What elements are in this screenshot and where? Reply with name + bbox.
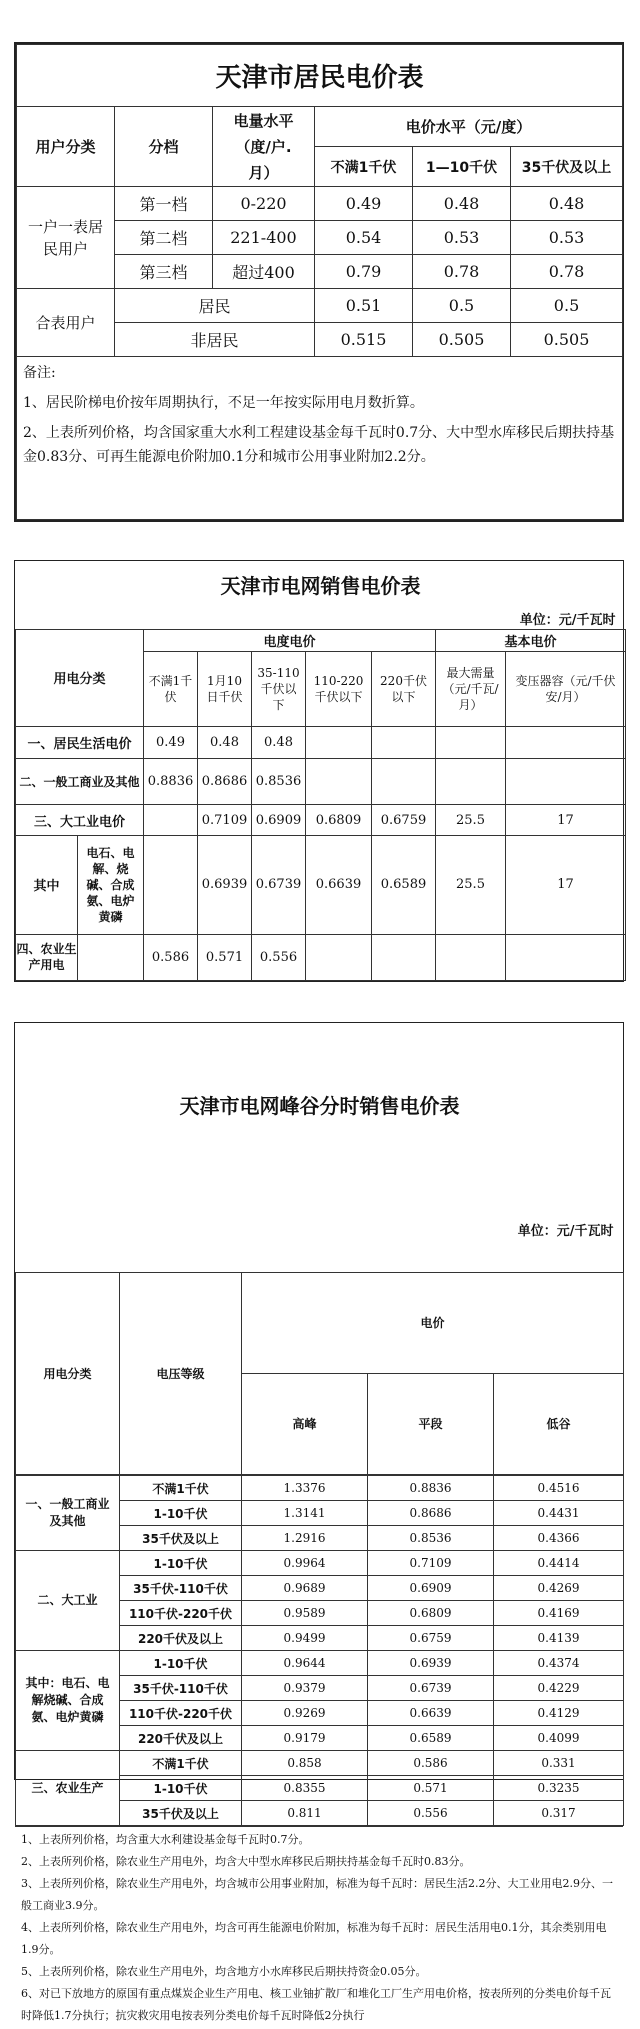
- price-cell: [372, 759, 436, 805]
- col-header: 不满1千伏: [144, 652, 198, 727]
- notes-title: 备注:: [23, 361, 616, 385]
- category-label: 居民: [115, 289, 315, 323]
- header-energy-price: 电度电价: [144, 630, 436, 652]
- row-label: 一、居民生活电价: [16, 726, 144, 758]
- price-cell: 0.51: [315, 289, 413, 323]
- price-cell: 0.556: [252, 934, 306, 980]
- voltage-cell: 1-10千伏: [120, 1651, 242, 1676]
- group-shared-meter: 合表用户: [17, 289, 115, 357]
- price-cell: [144, 835, 198, 934]
- peak-cell: 0.9269: [242, 1701, 368, 1726]
- header-volume: 电量水平（度/户.月）: [213, 107, 315, 187]
- peak-cell: 0.9964: [242, 1551, 368, 1576]
- header-category: 用电分类: [16, 630, 144, 727]
- note-1: 1、上表所列价格，均含重大水利建设基金每千瓦时0.7分。: [21, 1829, 617, 1851]
- tier-label: 第三档: [115, 255, 213, 289]
- voltage-cell: 35千伏及以上: [120, 1526, 242, 1551]
- table-row: [16, 1651, 624, 1676]
- flat-cell: 0.7109: [368, 1551, 494, 1576]
- note-2: 2、上表所列价格，除农业生产用电外，均含大中型水库移民后期扶持基金每千瓦时0.83分。: [21, 1851, 617, 1873]
- flat-cell: 0.8536: [368, 1526, 494, 1551]
- valley-cell: 0.317: [494, 1801, 624, 1826]
- price-cell: 0.8536: [252, 759, 306, 805]
- price-cell: [372, 934, 436, 980]
- col-header: 35-110千伏以下: [252, 652, 306, 727]
- price-cell: 0.6809: [306, 805, 372, 835]
- row-label: 三、大工业电价: [16, 805, 144, 835]
- price-cell: 0.48: [511, 187, 623, 221]
- voltage-cell: 110千伏-220千伏: [120, 1601, 242, 1626]
- valley-cell: 0.4374: [494, 1651, 624, 1676]
- sub-item-label: 电石、电解、烧碱、合成氨、电炉黄磷: [78, 835, 144, 934]
- peak-cell: 0.9589: [242, 1601, 368, 1626]
- header-col-3: 35千伏及以上: [511, 147, 623, 187]
- voltage-cell: 1-10千伏: [120, 1501, 242, 1526]
- peak-cell: 1.3376: [242, 1476, 368, 1501]
- flat-cell: 0.556: [368, 1801, 494, 1826]
- header-valley: 低谷: [494, 1373, 624, 1474]
- row-label: 二、一般工商业及其他: [16, 759, 144, 805]
- notes-block: [15, 1827, 623, 2029]
- price-cell: 0.505: [511, 323, 623, 357]
- note-2: 2、上表所列价格，均含国家重大水利工程建设基金每千瓦时0.7分、大中型水库移民后期扶持基金0.83分、可再生能源电价附加0.1分和城市公用事业附加2.2分。: [23, 421, 616, 469]
- valley-cell: 0.4169: [494, 1601, 624, 1626]
- header-category: 用电分类: [16, 1272, 120, 1474]
- price-cell: 0.6639: [306, 835, 372, 934]
- price-cell: 0.53: [413, 221, 511, 255]
- price-cell: 0.6589: [372, 835, 436, 934]
- table-title: 天津市居民电价表: [17, 45, 623, 107]
- valley-cell: 0.4414: [494, 1551, 624, 1576]
- peak-cell: 0.811: [242, 1801, 368, 1826]
- valley-cell: 0.4366: [494, 1526, 624, 1551]
- note-3: 3、上表所列价格，除农业生产用电外，均含城市公用事业附加，标准为每千瓦时：居民生活2.2分、大工业用电2.9分、一般工商业3.9分。: [21, 1873, 617, 1917]
- price-cell: [436, 759, 506, 805]
- group-single-meter: 一户一表居民用户: [17, 187, 115, 289]
- flat-cell: 0.571: [368, 1776, 494, 1801]
- price-cell: 0.48: [413, 187, 511, 221]
- group-label: 一、一般工商业及其他: [16, 1476, 120, 1551]
- flat-cell: 0.6759: [368, 1626, 494, 1651]
- price-cell: 17: [506, 805, 626, 835]
- header-voltage: 电压等级: [120, 1272, 242, 1474]
- flat-cell: 0.6589: [368, 1726, 494, 1751]
- voltage-cell: 35千伏-110千伏: [120, 1676, 242, 1701]
- flat-cell: 0.8836: [368, 1476, 494, 1501]
- volume-cell: 超过400: [213, 255, 315, 289]
- peak-cell: 0.9499: [242, 1626, 368, 1651]
- unit-label: 单位：元/千瓦时: [16, 1186, 624, 1272]
- price-cell: 25.5: [436, 835, 506, 934]
- price-cell: 0.505: [413, 323, 511, 357]
- price-cell: 0.571: [198, 934, 252, 980]
- price-cell: [372, 726, 436, 758]
- peak-cell: 1.3141: [242, 1501, 368, 1526]
- flat-cell: 0.6809: [368, 1601, 494, 1626]
- valley-cell: 0.4269: [494, 1576, 624, 1601]
- flat-cell: 0.586: [368, 1751, 494, 1776]
- peak-cell: 0.9644: [242, 1651, 368, 1676]
- voltage-cell: 110千伏-220千伏: [120, 1701, 242, 1726]
- price-cell: 0.7109: [198, 805, 252, 835]
- voltage-cell: 1-10千伏: [120, 1551, 242, 1576]
- grid-price-table: [14, 560, 624, 982]
- group-label: 二、大工业: [16, 1551, 120, 1651]
- table-row: [16, 1551, 624, 1576]
- price-cell: [144, 805, 198, 835]
- price-cell: 0.49: [315, 187, 413, 221]
- peak-cell: 0.8355: [242, 1776, 368, 1801]
- valley-cell: 0.4129: [494, 1701, 624, 1726]
- flat-cell: 0.6639: [368, 1701, 494, 1726]
- group-label: 其中：电石、电解烧碱、合成氨、电炉黄磷: [16, 1651, 120, 1751]
- price-cell: [506, 726, 626, 758]
- price-cell: 17: [506, 835, 626, 934]
- price-cell: 0.48: [252, 726, 306, 758]
- note-6: 6、对已下放地方的原国有重点煤炭企业生产用电、核工业铀扩散厂和堆化工厂生产用电价格，按表所列的分类电价每千瓦时降低1.7分执行；抗灾救灾用电按表列分类电价每千瓦时降低2分执行: [21, 1983, 617, 2027]
- volume-cell: 0-220: [213, 187, 315, 221]
- price-cell: [306, 759, 372, 805]
- header-price: 电价: [242, 1272, 624, 1373]
- col-header: 110-220千伏以下: [306, 652, 372, 727]
- header-flat: 平段: [368, 1373, 494, 1474]
- voltage-cell: 35千伏及以上: [120, 1801, 242, 1826]
- flat-cell: 0.8686: [368, 1501, 494, 1526]
- flat-cell: 0.6939: [368, 1651, 494, 1676]
- price-cell: [306, 934, 372, 980]
- price-cell: 0.6939: [198, 835, 252, 934]
- price-cell: 0.78: [511, 255, 623, 289]
- table-row: [16, 1476, 624, 1501]
- header-user: 用户分类: [17, 107, 115, 187]
- peak-cell: 0.9379: [242, 1676, 368, 1701]
- valley-cell: 0.4139: [494, 1626, 624, 1651]
- col-header: 220千伏以下: [372, 652, 436, 727]
- voltage-cell: 220千伏及以上: [120, 1626, 242, 1651]
- price-cell: 0.8686: [198, 759, 252, 805]
- price-cell: 0.515: [315, 323, 413, 357]
- unit-label: 单位：元/千瓦时: [16, 607, 626, 629]
- note-1: 1、居民阶梯电价按年周期执行，不足一年按实际用电月数折算。: [23, 391, 616, 415]
- price-cell: 0.49: [144, 726, 198, 758]
- note-4: 4、上表所列价格，除农业生产用电外，均含可再生能源电价附加，标准为每千瓦时：居民生活用电0.1分，其余类别用电1.9分。: [21, 1917, 617, 1961]
- price-cell: 0.6759: [372, 805, 436, 835]
- col-header: 最大需量（元/千瓦/月）: [436, 652, 506, 727]
- price-cell: 0.586: [144, 934, 198, 980]
- valley-cell: 0.4516: [494, 1476, 624, 1501]
- flat-cell: 0.6739: [368, 1676, 494, 1701]
- price-cell: [436, 934, 506, 980]
- peak-cell: 1.2916: [242, 1526, 368, 1551]
- col-header: 变压器容（元/千伏安/月）: [506, 652, 626, 727]
- price-cell: 0.54: [315, 221, 413, 255]
- category-label: 非居民: [115, 323, 315, 357]
- price-cell: 25.5: [436, 805, 506, 835]
- price-cell: 0.53: [511, 221, 623, 255]
- valley-cell: 0.3235: [494, 1776, 624, 1801]
- flat-cell: 0.6909: [368, 1576, 494, 1601]
- header-price: 电价水平（元/度）: [315, 107, 623, 147]
- note-5: 5、上表所列价格，除农业生产用电外，均含地方小水库移民后期扶持资金0.05分。: [21, 1961, 617, 1983]
- row-label: 四、农业生产用电: [16, 934, 78, 980]
- tou-price-table: [14, 1022, 624, 1780]
- price-cell: [306, 726, 372, 758]
- price-cell: 0.48: [198, 726, 252, 758]
- price-cell: 0.5: [413, 289, 511, 323]
- header-basic-price: 基本电价: [436, 630, 626, 652]
- peak-cell: 0.9179: [242, 1726, 368, 1751]
- tier-label: 第一档: [115, 187, 213, 221]
- price-cell: 0.8836: [144, 759, 198, 805]
- valley-cell: 0.4431: [494, 1501, 624, 1526]
- price-cell: [506, 934, 626, 980]
- header-tier: 分档: [115, 107, 213, 187]
- tier-label: 第二档: [115, 221, 213, 255]
- volume-cell: 221-400: [213, 221, 315, 255]
- voltage-cell: 不满1千伏: [120, 1751, 242, 1776]
- peak-cell: 0.858: [242, 1751, 368, 1776]
- price-cell: 0.79: [315, 255, 413, 289]
- voltage-cell: 1-10千伏: [120, 1776, 242, 1801]
- header-col-1: 不满1千伏: [315, 147, 413, 187]
- empty-cell: [78, 934, 144, 980]
- voltage-cell: 不满1千伏: [120, 1476, 242, 1501]
- valley-cell: 0.4229: [494, 1676, 624, 1701]
- voltage-cell: 220千伏及以上: [120, 1726, 242, 1751]
- residential-price-table: [14, 42, 624, 522]
- table-title: 天津市电网销售电价表: [16, 561, 626, 607]
- price-cell: 0.6909: [252, 805, 306, 835]
- header-peak: 高峰: [242, 1373, 368, 1474]
- col-header: 1月10日千伏: [198, 652, 252, 727]
- valley-cell: 0.331: [494, 1751, 624, 1776]
- price-cell: [436, 726, 506, 758]
- sub-label: 其中: [16, 835, 78, 934]
- group-label: 三、农业生产: [16, 1751, 120, 1826]
- voltage-cell: 35千伏-110千伏: [120, 1576, 242, 1601]
- price-cell: [506, 759, 626, 805]
- table-title: 天津市电网峰谷分时销售电价表: [16, 1023, 624, 1186]
- valley-cell: 0.4099: [494, 1726, 624, 1751]
- price-cell: 0.78: [413, 255, 511, 289]
- price-cell: 0.5: [511, 289, 623, 323]
- peak-cell: 0.9689: [242, 1576, 368, 1601]
- price-cell: 0.6739: [252, 835, 306, 934]
- header-col-2: 1—10千伏: [413, 147, 511, 187]
- table-row: [16, 1751, 624, 1776]
